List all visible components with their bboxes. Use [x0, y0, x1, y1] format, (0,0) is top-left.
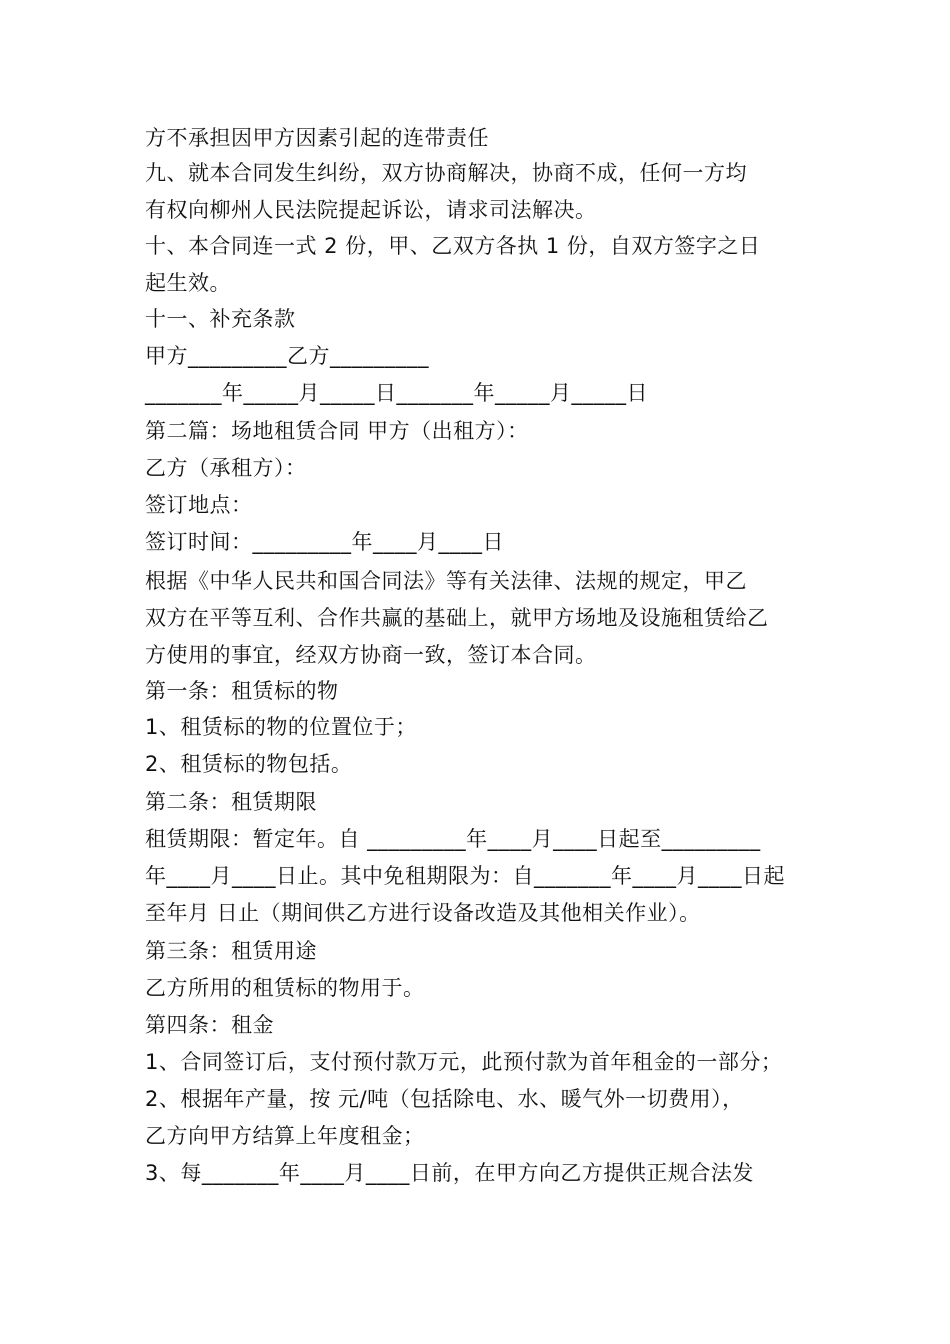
text-line: 乙方（承租方）：	[145, 456, 307, 480]
text-line: 2、租赁标的物包括。	[145, 752, 353, 776]
clause-heading: 第三条：租赁用途	[145, 939, 317, 963]
text-line: 2、根据年产量，按 元/吨（包括除电、水、暖气外一切费用），	[145, 1087, 744, 1111]
clause-heading: 第二条：租赁期限	[145, 790, 317, 814]
text-line: 十、本合同连一式 2 份，甲、乙双方各执 1 份，自双方签字之日	[145, 234, 761, 258]
text-line: 方不承担因甲方因素引起的连带责任	[145, 126, 489, 150]
text-line: 根据《中华人民共和国合同法》等有关法律、法规的规定，甲乙	[145, 569, 747, 593]
section-heading: 第二篇：场地租赁合同 甲方（出租方）：	[145, 419, 529, 443]
text-line: 乙方所用的租赁标的物用于。	[145, 976, 425, 1000]
signature-line: 甲方_________乙方_________	[145, 344, 429, 368]
text-line: 签订时间：_________年____月____日	[145, 530, 504, 554]
clause-heading: 第一条：租赁标的物	[145, 679, 339, 703]
text-line: 乙方向甲方结算上年度租金；	[145, 1124, 425, 1148]
text-line: 十一、补充条款	[145, 307, 296, 331]
text-line: 九、就本合同发生纠纷，双方协商解决，协商不成，任何一方均	[145, 161, 747, 185]
text-line: 租赁期限：暂定年。自 _________年____月____日起至_________	[145, 827, 761, 851]
text-line: 至年月 日止（期间供乙方进行设备改造及其他相关作业）。	[145, 901, 701, 925]
text-line: 签订地点：	[145, 493, 253, 517]
text-line: 方使用的事宜，经双方协商一致，签订本合同。	[145, 643, 597, 667]
text-line: 年____月____日止。其中免租期限为：自_______年____月____日起	[145, 864, 785, 888]
date-line: _______年_____月_____日_______年_____月_____日	[145, 381, 648, 405]
text-line: 1、租赁标的物的位置位于；	[145, 715, 417, 739]
text-line: 有权向柳州人民法院提起诉讼，请求司法解决。	[145, 198, 597, 222]
text-line: 起生效。	[145, 271, 231, 295]
clause-heading: 第四条：租金	[145, 1013, 274, 1037]
text-line: 3、每_______年____月____日前，在甲方向乙方提供正规合法发	[145, 1161, 754, 1185]
text-line: 双方在平等互利、合作共赢的基础上，就甲方场地及设施租赁给乙	[145, 606, 769, 630]
text-line: 1、合同签订后，支付预付款万元，此预付款为首年租金的一部分；	[145, 1050, 783, 1074]
